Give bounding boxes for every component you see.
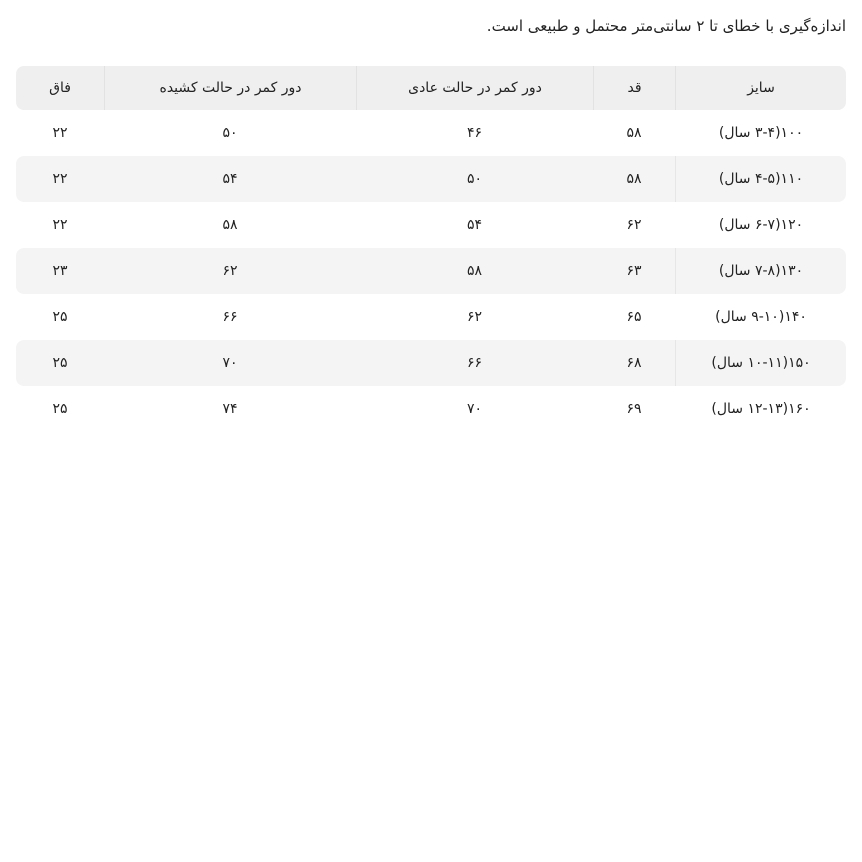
cell-crotch: ۲۲ <box>52 125 68 141</box>
cell-waist-normal: ۴۶ <box>466 125 483 141</box>
cell-size: ۱۱۰(۴-۵ سال) <box>675 156 846 202</box>
cell-waist-stretched: ۶۶ <box>222 309 238 325</box>
header-crotch: فاق <box>16 66 104 110</box>
table-row <box>16 294 846 340</box>
table-row <box>16 386 846 432</box>
cell-crotch: ۲۲ <box>16 156 104 202</box>
cell-height: ۶۳ <box>593 248 675 294</box>
size-table-container <box>16 66 846 432</box>
cell-waist-normal: ۷۰ <box>466 401 483 417</box>
cell-size: ۱۶۰(۱۲-۱۳ سال) <box>711 401 811 417</box>
header-height: قد <box>593 66 675 110</box>
cell-size: ۱۳۰(۷-۸ سال) <box>675 248 846 294</box>
cell-waist-normal: ۵۸ <box>356 248 593 294</box>
cell-waist-stretched: ۷۰ <box>104 340 356 386</box>
table-row <box>16 340 846 386</box>
cell-waist-normal: ۵۰ <box>356 156 593 202</box>
cell-size: ۱۵۰(۱۰-۱۱ سال) <box>675 340 846 386</box>
header-waist-stretched: دور کمر در حالت کشیده <box>104 66 356 110</box>
table-row <box>16 156 846 202</box>
cell-height: ۶۵ <box>626 309 642 325</box>
cell-height: ۶۸ <box>593 340 675 386</box>
cell-waist-stretched: ۷۴ <box>222 401 238 417</box>
table-row <box>16 110 846 156</box>
header-size: سایز <box>675 66 846 110</box>
cell-height: ۵۸ <box>593 156 675 202</box>
measurement-note: اندازه‌گیری با خطای تا ۲ سانتی‌متر محتمل و طبیعی است. <box>486 17 846 35</box>
size-table-header <box>16 66 846 110</box>
cell-height: ۶۲ <box>626 217 642 233</box>
cell-crotch: ۲۵ <box>52 309 68 325</box>
header-waist-normal: دور کمر در حالت عادی <box>356 66 593 110</box>
cell-crotch: ۲۲ <box>52 217 68 233</box>
size-table-body <box>16 110 846 432</box>
size-table <box>16 66 846 432</box>
cell-waist-normal: ۶۶ <box>356 340 593 386</box>
cell-waist-stretched: ۶۲ <box>104 248 356 294</box>
cell-size: ۱۴۰(۹-۱۰ سال) <box>715 309 807 325</box>
cell-height: ۶۹ <box>626 401 642 417</box>
header-row <box>16 66 846 110</box>
table-row <box>16 202 846 248</box>
cell-waist-stretched: ۵۴ <box>104 156 356 202</box>
cell-waist-stretched: ۵۸ <box>222 217 238 233</box>
cell-crotch: ۲۵ <box>16 340 104 386</box>
cell-waist-stretched: ۵۰ <box>222 125 238 141</box>
cell-size: ۱۲۰(۶-۷ سال) <box>718 217 804 233</box>
table-row <box>16 248 846 294</box>
cell-waist-normal: ۶۲ <box>466 309 483 325</box>
cell-crotch: ۲۳ <box>16 248 104 294</box>
cell-height: ۵۸ <box>626 125 642 141</box>
cell-waist-normal: ۵۴ <box>466 217 483 233</box>
cell-crotch: ۲۵ <box>52 401 68 417</box>
cell-size: ۱۰۰(۳-۴ سال) <box>718 125 804 141</box>
